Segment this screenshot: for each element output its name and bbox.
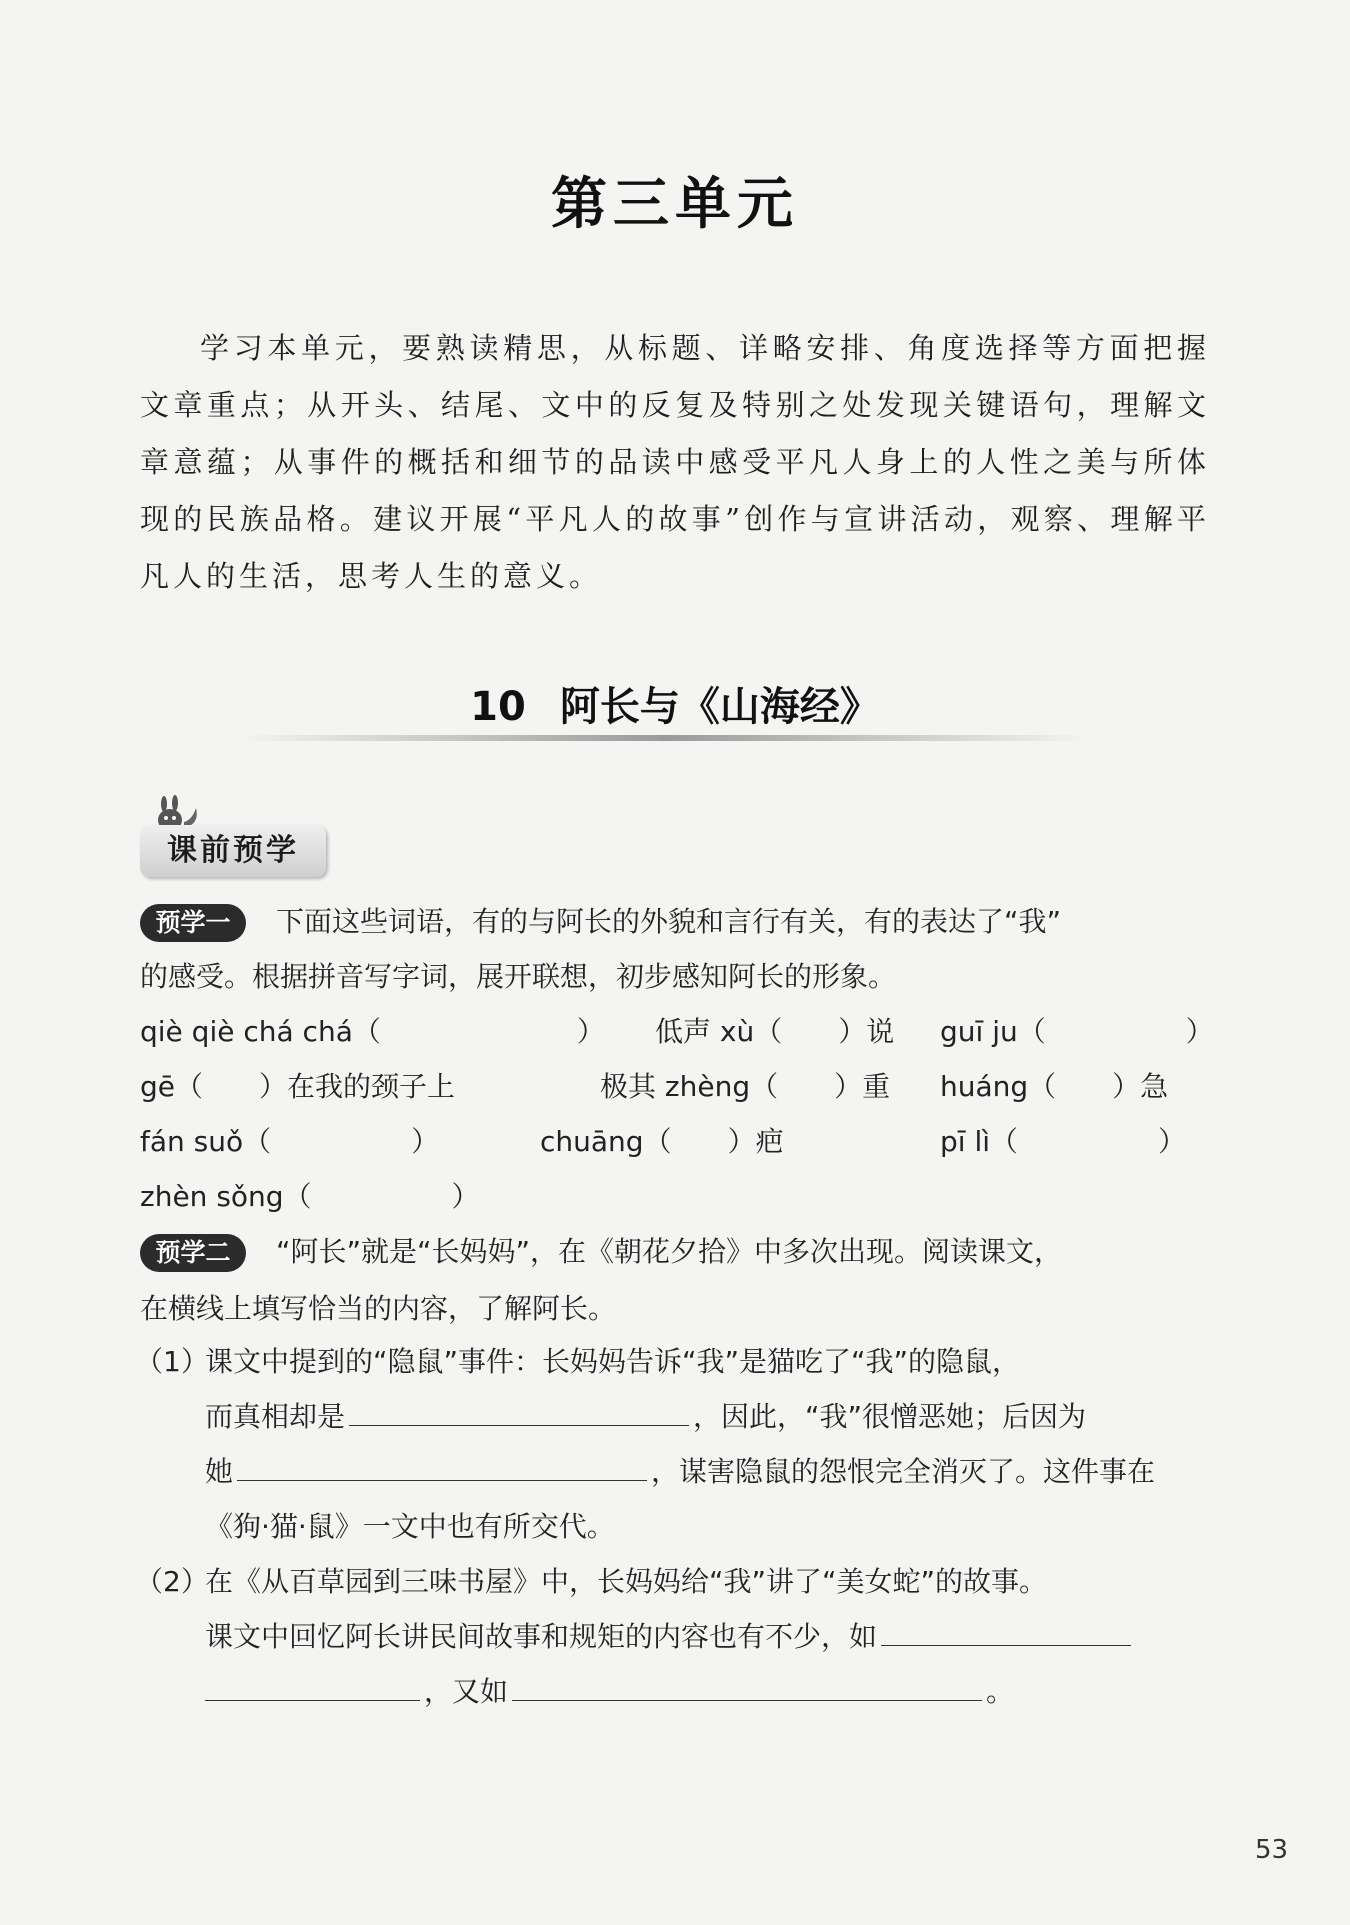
q1-item-d[interactable]: gē（ ）在我的颈子上 bbox=[140, 1070, 456, 1103]
q2-part1-line3-start: 她 bbox=[205, 1455, 234, 1488]
q2-part1-line3 bbox=[205, 1450, 1155, 1490]
q2-part2-line3-middle: ，又如 bbox=[424, 1675, 509, 1708]
q1-item-g[interactable]: fán suǒ（ ） bbox=[140, 1125, 440, 1158]
q1-text-line1: 下面这些词语，有的与阿长的外貌和言行有关，有的表达了“我” bbox=[276, 905, 1062, 938]
q1-item-i[interactable]: pī lì（ ） bbox=[940, 1125, 1187, 1158]
unit-intro-text: 学习本单元，要熟读精思，从标题、详略安排、角度选择等方面把握文章重点；从开头、结尾、文中的反复及特别之处发现关键语句，理解文章意蕴；从事件的概括和细节的品读中感受平凡人身上的人性之美与所体现的民族品格。建议开展“平凡人的故事”创作与宣讲活动，观察、理解平凡人的生活，思考人生的意义。 bbox=[140, 331, 1210, 593]
q2-line1 bbox=[140, 1230, 1062, 1272]
q2-part1-line4: 《狗·猫·鼠》一文中也有所交代。 bbox=[205, 1510, 615, 1543]
section-tag: 课前预学 bbox=[140, 825, 326, 877]
unit-title: 第三单元 bbox=[551, 172, 799, 237]
answer-blank-3[interactable] bbox=[881, 1615, 1131, 1646]
q2-part1-line1: 课文中提到的“隐鼠”事件：长妈妈告诉“我”是猫吃了“我”的隐鼠， bbox=[205, 1345, 1021, 1378]
q2-part1-line2-start: 而真相却是 bbox=[205, 1400, 346, 1433]
q1-item-h[interactable]: chuāng（ ）疤 bbox=[540, 1125, 784, 1158]
lesson-title: 阿长与《山海经》 bbox=[559, 684, 880, 730]
q2-text-line2: 在横线上填写恰当的内容，了解阿长。 bbox=[140, 1292, 617, 1325]
q2-text-line1: “阿长”就是“长妈妈”，在《朝花夕拾》中多次出现。阅读课文， bbox=[276, 1235, 1063, 1268]
q1-item-f[interactable]: huáng（ ）急 bbox=[940, 1070, 1169, 1103]
q2-part2-number: （2） bbox=[135, 1565, 209, 1598]
q1-badge: 预学一 bbox=[140, 904, 246, 942]
lesson-heading bbox=[0, 675, 1350, 732]
q2-part1-line2 bbox=[205, 1395, 1086, 1435]
lesson-number: 10 bbox=[470, 684, 526, 730]
q2-part2-line3-end: 。 bbox=[986, 1675, 1015, 1708]
q1-item-c[interactable]: guī ju（ ） bbox=[940, 1015, 1214, 1048]
answer-blank-2[interactable] bbox=[237, 1450, 647, 1481]
q2-part1-line3-end: ，谋害隐鼠的怨恨完全消灭了。这件事在 bbox=[651, 1455, 1156, 1488]
q1-item-e[interactable]: 极其 zhèng（ ）重 bbox=[600, 1070, 891, 1103]
q2-part2-line2-text: 课文中回忆阿长讲民间故事和规矩的内容也有不少，如 bbox=[205, 1620, 878, 1653]
q1-item-a[interactable]: qiè qiè chá chá（ ） bbox=[140, 1015, 605, 1048]
q1-item-b[interactable]: 低声 xù（ ）说 bbox=[655, 1015, 895, 1048]
answer-blank-1[interactable] bbox=[349, 1395, 689, 1426]
q2-part1-line2-end: ，因此，“我”很憎恶她；后因为 bbox=[693, 1400, 1087, 1433]
q2-part2-line1: 在《从百草园到三味书屋》中，长妈妈给“我”讲了“美女蛇”的故事。 bbox=[205, 1565, 1048, 1598]
q1-text-line2: 的感受。根据拼音写字词，展开联想，初步感知阿长的形象。 bbox=[140, 960, 897, 993]
q1-item-j[interactable]: zhèn sǒng（ ） bbox=[140, 1180, 480, 1213]
answer-blank-4[interactable] bbox=[205, 1670, 420, 1701]
lesson-divider bbox=[240, 735, 1090, 741]
unit-intro bbox=[140, 320, 1210, 605]
answer-blank-5[interactable] bbox=[512, 1670, 982, 1701]
q2-part2-line2 bbox=[205, 1615, 1135, 1655]
page-number: 53 bbox=[1255, 1835, 1289, 1865]
q2-part2-line3 bbox=[205, 1670, 1014, 1710]
q2-badge: 预学二 bbox=[140, 1234, 246, 1272]
q1-line1 bbox=[140, 900, 1061, 942]
q2-part1-number: （1） bbox=[135, 1345, 209, 1378]
